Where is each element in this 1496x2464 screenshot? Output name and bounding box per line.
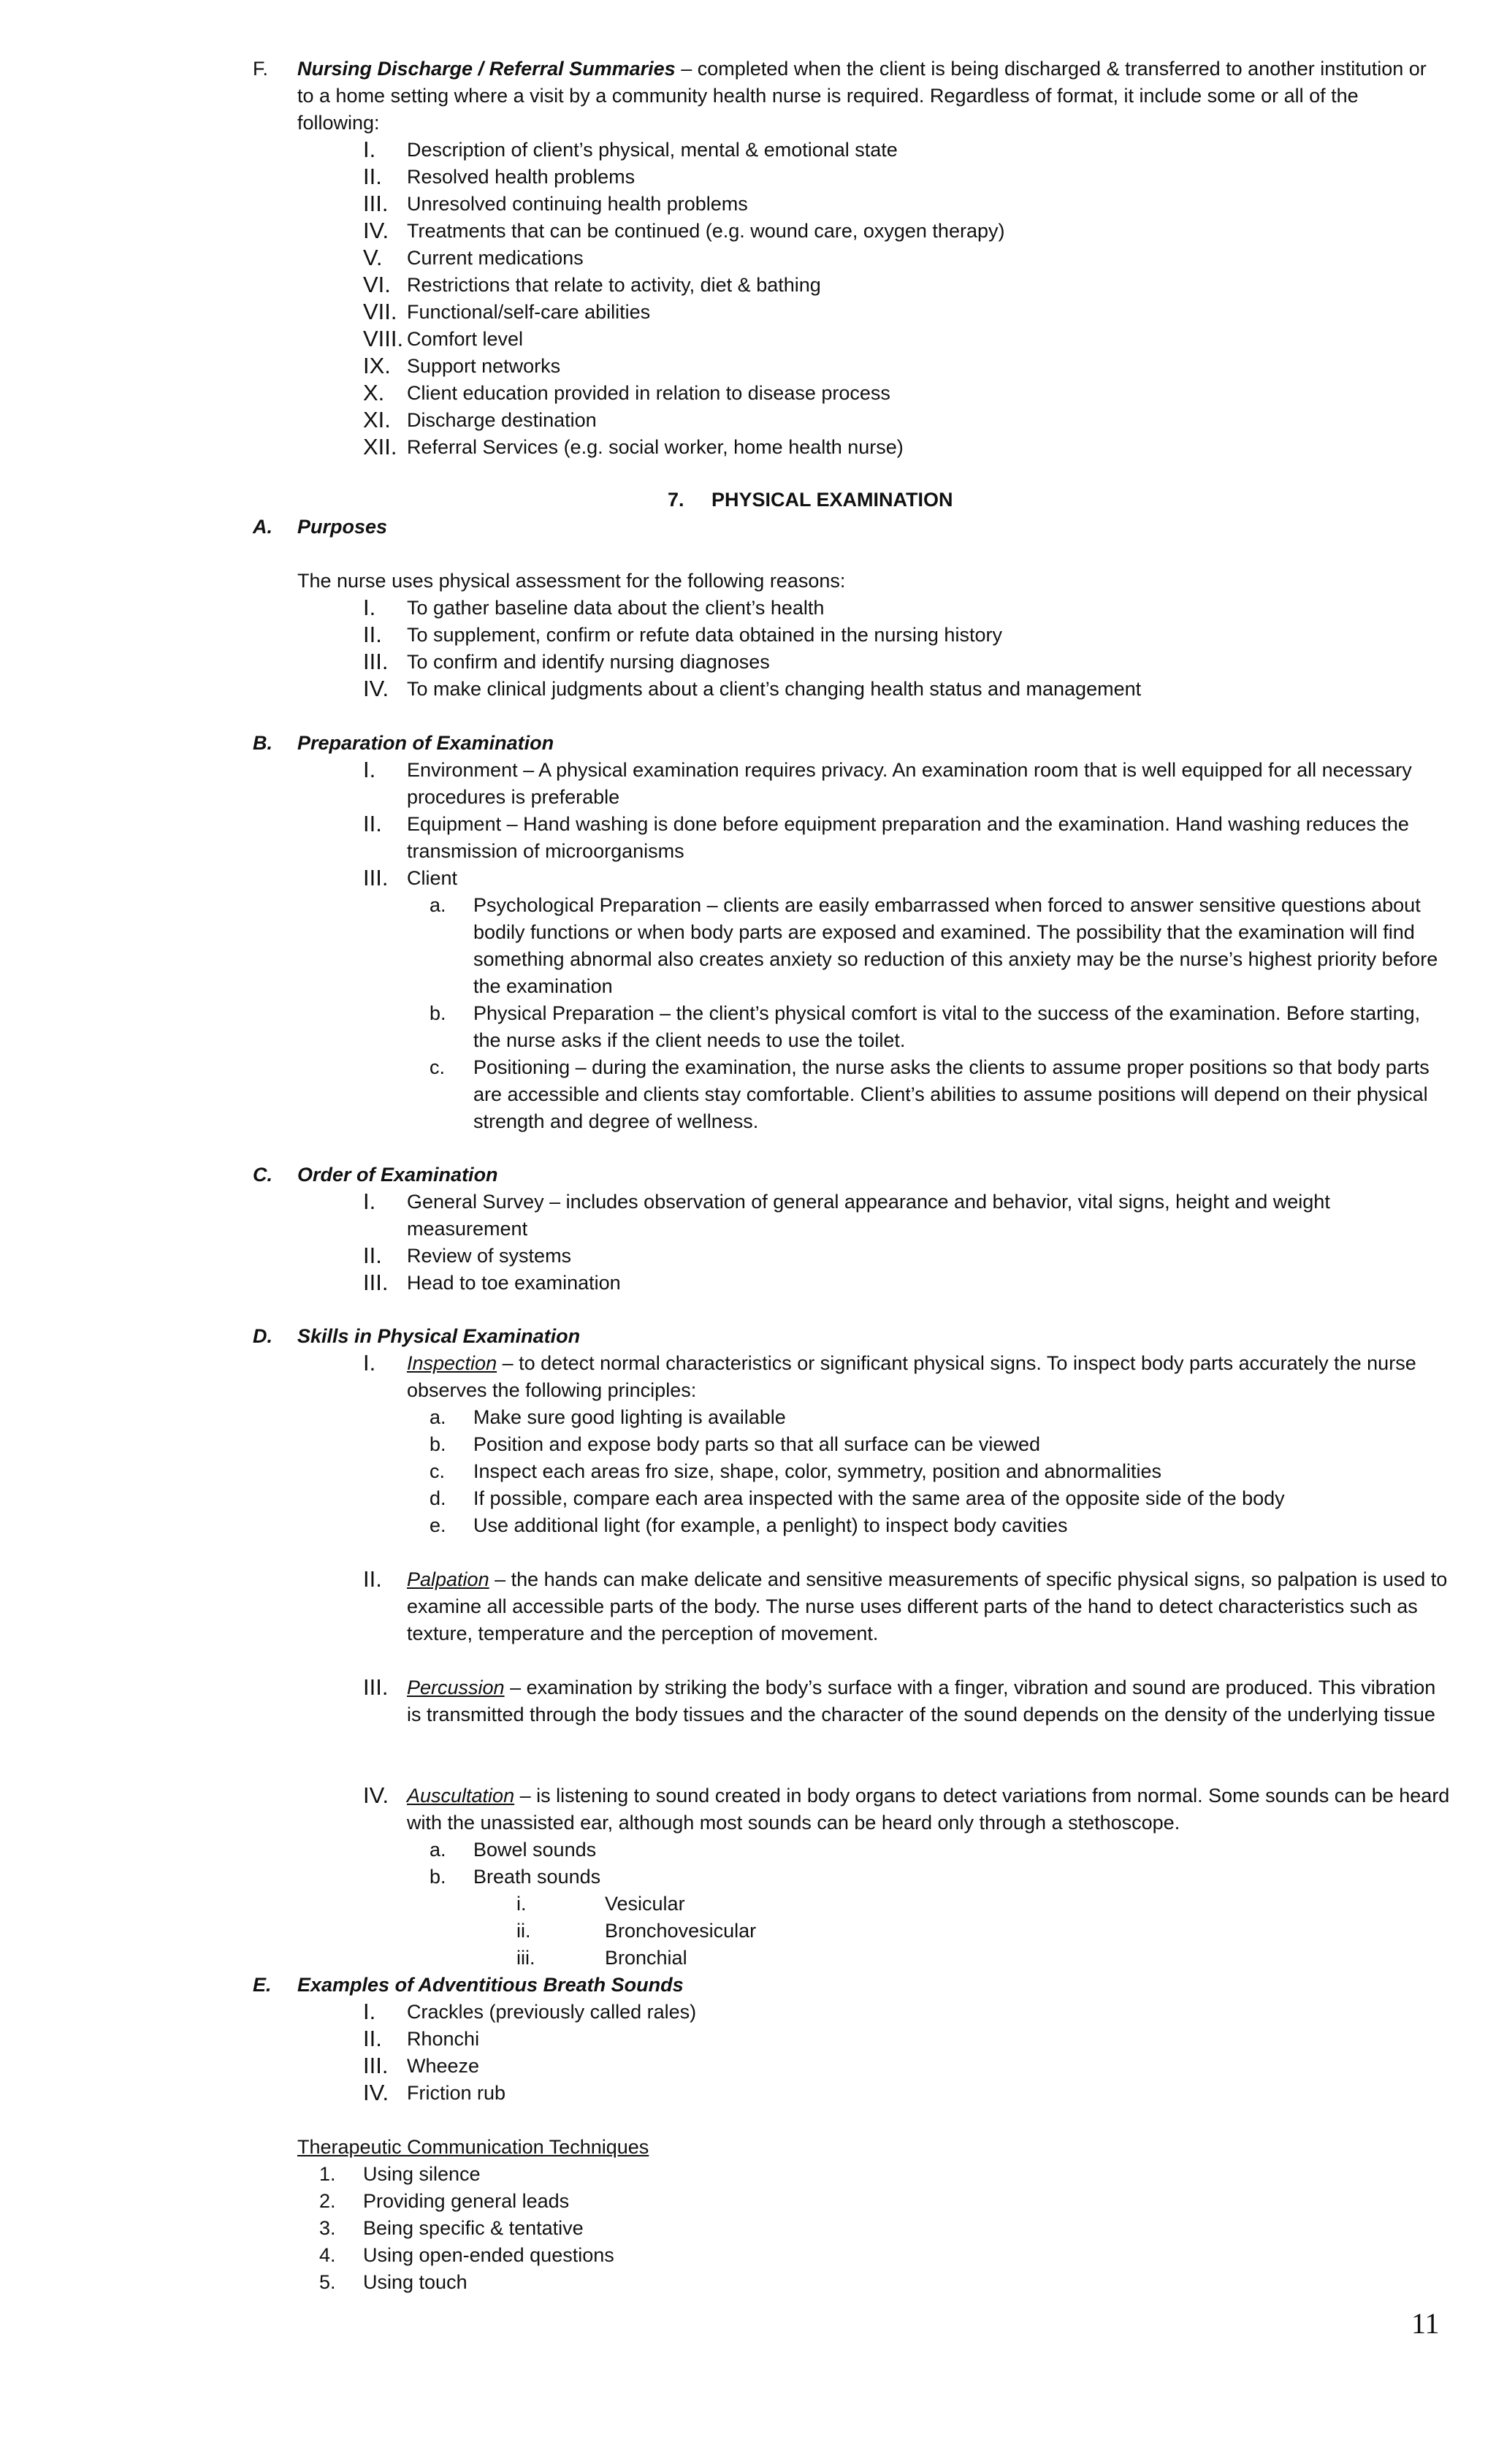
sub-sub-item-number: i.: [516, 1893, 527, 1915]
sub-item-letter: d.: [430, 1487, 446, 1509]
list-item: Rhonchi: [407, 2028, 480, 2050]
list-item-number: II.: [363, 622, 382, 647]
section-f-title: Nursing Discharge / Referral Summaries: [297, 58, 676, 80]
list-item: Referral Services (e.g. social worker, home health nurse): [407, 436, 904, 458]
list-item: Comfort level: [407, 328, 524, 350]
section-a-title: Purposes: [297, 516, 388, 538]
sub-item-letter: a.: [430, 894, 446, 916]
sub-item: Bowel sounds: [473, 1839, 597, 1861]
list-item: General Survey – includes observation of general appearance and behavior, vital signs, height and weight measurement: [407, 1191, 1330, 1240]
list-item: Treatments that can be continued (e.g. wound care, oxygen therapy): [407, 220, 1005, 242]
list-item-number: IV.: [363, 2080, 389, 2105]
list-item: To gather baseline data about the client’s health: [407, 597, 825, 619]
list-item-number: I.: [363, 1189, 376, 1214]
auscultation-text: – is listening to sound created in body organs to detect variations from normal. Some sounds can be heard with the unassisted ear, although most sounds can be heard only through a stethoscope.: [407, 1785, 1450, 1834]
palpation-term: Palpation: [407, 1568, 489, 1590]
list-item-number: I.: [363, 757, 376, 782]
list-item-number: VIII.: [363, 326, 404, 351]
list-item-number: IV.: [363, 676, 389, 701]
list-item: Head to toe examination: [407, 1272, 621, 1294]
numbered-item: Using touch: [363, 2271, 468, 2293]
list-item: To confirm and identify nursing diagnoses: [407, 651, 770, 673]
palpation-text: – the hands can make delicate and sensitive measurements of specific physical signs, so palpation is used to examine all accessible parts of the body. The nurse uses different parts of the hand to detect characteristics such as texture, temperature and the perception of movement.: [407, 1568, 1448, 1644]
list-item-number: I.: [363, 137, 376, 162]
page-number: 11: [1411, 2307, 1440, 2340]
list-item: To supplement, confirm or refute data obtained in the nursing history: [407, 624, 1002, 646]
list-item-number: X.: [363, 380, 385, 405]
section-b-title: Preparation of Examination: [297, 732, 554, 754]
list-item: Description of client’s physical, mental & emotional state: [407, 139, 898, 161]
list-item-number: II.: [363, 2026, 382, 2051]
section-a-intro: The nurse uses physical assessment for the following reasons:: [297, 570, 846, 592]
sub-item-letter: c.: [430, 1056, 446, 1078]
list-item-number: VII.: [363, 299, 397, 324]
numbered-item: Being specific & tentative: [363, 2217, 584, 2239]
sub-sub-item-number: iii.: [516, 1947, 535, 1969]
sub-item: Psychological Preparation – clients are easily embarrassed when forced to answer sensitive questions about bodily functions or when body parts are exposed and examined. The possibility that the examination will find something abnormal also creates anxiety so reduction of this anxiety may be the nurse’s highest priority before the examination: [473, 894, 1438, 997]
numbered-item-number: 4.: [319, 2244, 336, 2266]
therapeutic-title: Therapeutic Communication Techniques: [297, 2136, 649, 2158]
list-item-number: IV.: [363, 218, 389, 243]
list-item-number: III.: [363, 649, 389, 674]
list-item-number: V.: [363, 245, 383, 270]
list-item: Unresolved continuing health problems: [407, 193, 748, 215]
inspection-term: Inspection: [407, 1352, 497, 1374]
sub-item-letter: b.: [430, 1433, 446, 1455]
section-c-title: Order of Examination: [297, 1164, 498, 1186]
auscultation-paragraph: [407, 1782, 1451, 1836]
list-item-number: I.: [363, 595, 376, 620]
section-heading: PHYSICAL EXAMINATION: [711, 489, 953, 511]
sub-sub-item: Bronchovesicular: [605, 1920, 757, 1942]
list-item-number: III.: [363, 865, 389, 890]
list-item-number: II.: [363, 164, 382, 189]
sub-item: If possible, compare each area inspected with the same area of the opposite side of the body: [473, 1487, 1285, 1509]
list-item-number: III.: [363, 1270, 389, 1295]
section-f-letter: F.: [253, 58, 269, 80]
section-a-letter: A.: [253, 516, 272, 538]
list-item: Equipment – Hand washing is done before equipment preparation and the examination. Hand washing reduces the transmission of microorganisms: [407, 813, 1409, 862]
auscultation-term: Auscultation: [407, 1785, 515, 1807]
list-item: Client education provided in relation to disease process: [407, 382, 890, 404]
sub-item: Use additional light (for example, a penlight) to inspect body cavities: [473, 1514, 1068, 1536]
inspection-paragraph: [407, 1350, 1451, 1404]
list-item: Review of systems: [407, 1245, 572, 1267]
sub-item: Physical Preparation – the client’s physical comfort is vital to the success of the examination. Before starting, the nurse asks if the client needs to use the toilet.: [473, 1002, 1421, 1051]
list-item: Wheeze: [407, 2055, 480, 2077]
sub-item-letter: e.: [430, 1514, 446, 1536]
percussion-term: Percussion: [407, 1677, 505, 1698]
section-d-letter: D.: [253, 1325, 272, 1347]
section-e-letter: E.: [253, 1974, 272, 1996]
percussion-paragraph: [407, 1674, 1451, 1728]
numbered-item-number: 5.: [319, 2271, 336, 2293]
list-item: Resolved health problems: [407, 166, 636, 188]
inspection-text: – to detect normal characteristics or significant physical signs. To inspect body parts accurately the nurse observes the following principles:: [407, 1352, 1416, 1401]
list-item: Restrictions that relate to activity, diet & bathing: [407, 274, 821, 296]
sub-item-letter: b.: [430, 1002, 446, 1024]
sub-item-letter: a.: [430, 1406, 446, 1428]
section-f-text: – completed when the client is being discharged & transferred to another institution or to a home setting where a visit by a community health nurse is required. Regardless of format, it include some or all of the following:: [297, 58, 1427, 134]
numbered-item-number: 2.: [319, 2190, 336, 2212]
section-f-paragraph: [297, 56, 1437, 137]
sub-item: Breath sounds: [473, 1866, 601, 1888]
numbered-item-number: 3.: [319, 2217, 336, 2239]
sub-item-letter: b.: [430, 1866, 446, 1888]
list-item: Friction rub: [407, 2082, 506, 2104]
list-item-number: III.: [363, 191, 389, 216]
list-item-number: XII.: [363, 434, 397, 459]
sub-item-letter: c.: [430, 1460, 446, 1482]
section-d-title: Skills in Physical Examination: [297, 1325, 581, 1347]
sub-item-letter: a.: [430, 1839, 446, 1861]
list-item-number: VI.: [363, 272, 391, 297]
list-item-number: II.: [363, 1566, 382, 1592]
section-c-letter: C.: [253, 1164, 272, 1186]
sub-item: Positioning – during the examination, the nurse asks the clients to assume proper positions so that body parts are accessible and clients stay comfortable. Client’s abilities to assume positions will depend on their physical strength and degree of wellness.: [473, 1056, 1430, 1132]
numbered-item: Using silence: [363, 2163, 481, 2185]
sub-sub-item: Bronchial: [605, 1947, 687, 1969]
list-item: To make clinical judgments about a client’s changing health status and management: [407, 678, 1142, 700]
list-item-number: I.: [363, 1999, 376, 2024]
section-number: 7.: [668, 489, 684, 511]
sub-item: Make sure good lighting is available: [473, 1406, 786, 1428]
numbered-item: Providing general leads: [363, 2190, 570, 2212]
list-item-number: XI.: [363, 407, 391, 432]
list-item-number: IX.: [363, 353, 391, 378]
list-item: Support networks: [407, 355, 561, 377]
list-item: Environment – A physical examination requires privacy. An examination room that is well equipped for all necessary procedures is preferable: [407, 759, 1412, 808]
list-item: Discharge destination: [407, 409, 597, 431]
sub-sub-item-number: ii.: [516, 1920, 531, 1942]
list-item: Current medications: [407, 247, 584, 269]
section-b-letter: B.: [253, 732, 272, 754]
list-item-number: III.: [363, 1674, 389, 1700]
section-e-title: Examples of Adventitious Breath Sounds: [297, 1974, 684, 1996]
numbered-item-number: 1.: [319, 2163, 336, 2185]
sub-item: Position and expose body parts so that all surface can be viewed: [473, 1433, 1040, 1455]
sub-sub-item: Vesicular: [605, 1893, 685, 1915]
list-item-number: IV.: [363, 1782, 389, 1808]
percussion-text: – examination by striking the body’s surface with a finger, vibration and sound are produced. This vibration is transmitted through the body tissues and the character of the sound depends on the density of the underlying tissue: [407, 1677, 1436, 1725]
numbered-item: Using open-ended questions: [363, 2244, 614, 2266]
sub-item: Inspect each areas fro size, shape, color, symmetry, position and abnormalities: [473, 1460, 1161, 1482]
list-item-number: II.: [363, 811, 382, 836]
list-item: Crackles (previously called rales): [407, 2001, 697, 2023]
palpation-paragraph: [407, 1566, 1451, 1647]
list-item-number: III.: [363, 2053, 389, 2078]
list-item-number: II.: [363, 1243, 382, 1268]
list-item: Client: [407, 867, 458, 889]
list-item-number: I.: [363, 1350, 376, 1376]
list-item: Functional/self-care abilities: [407, 301, 651, 323]
